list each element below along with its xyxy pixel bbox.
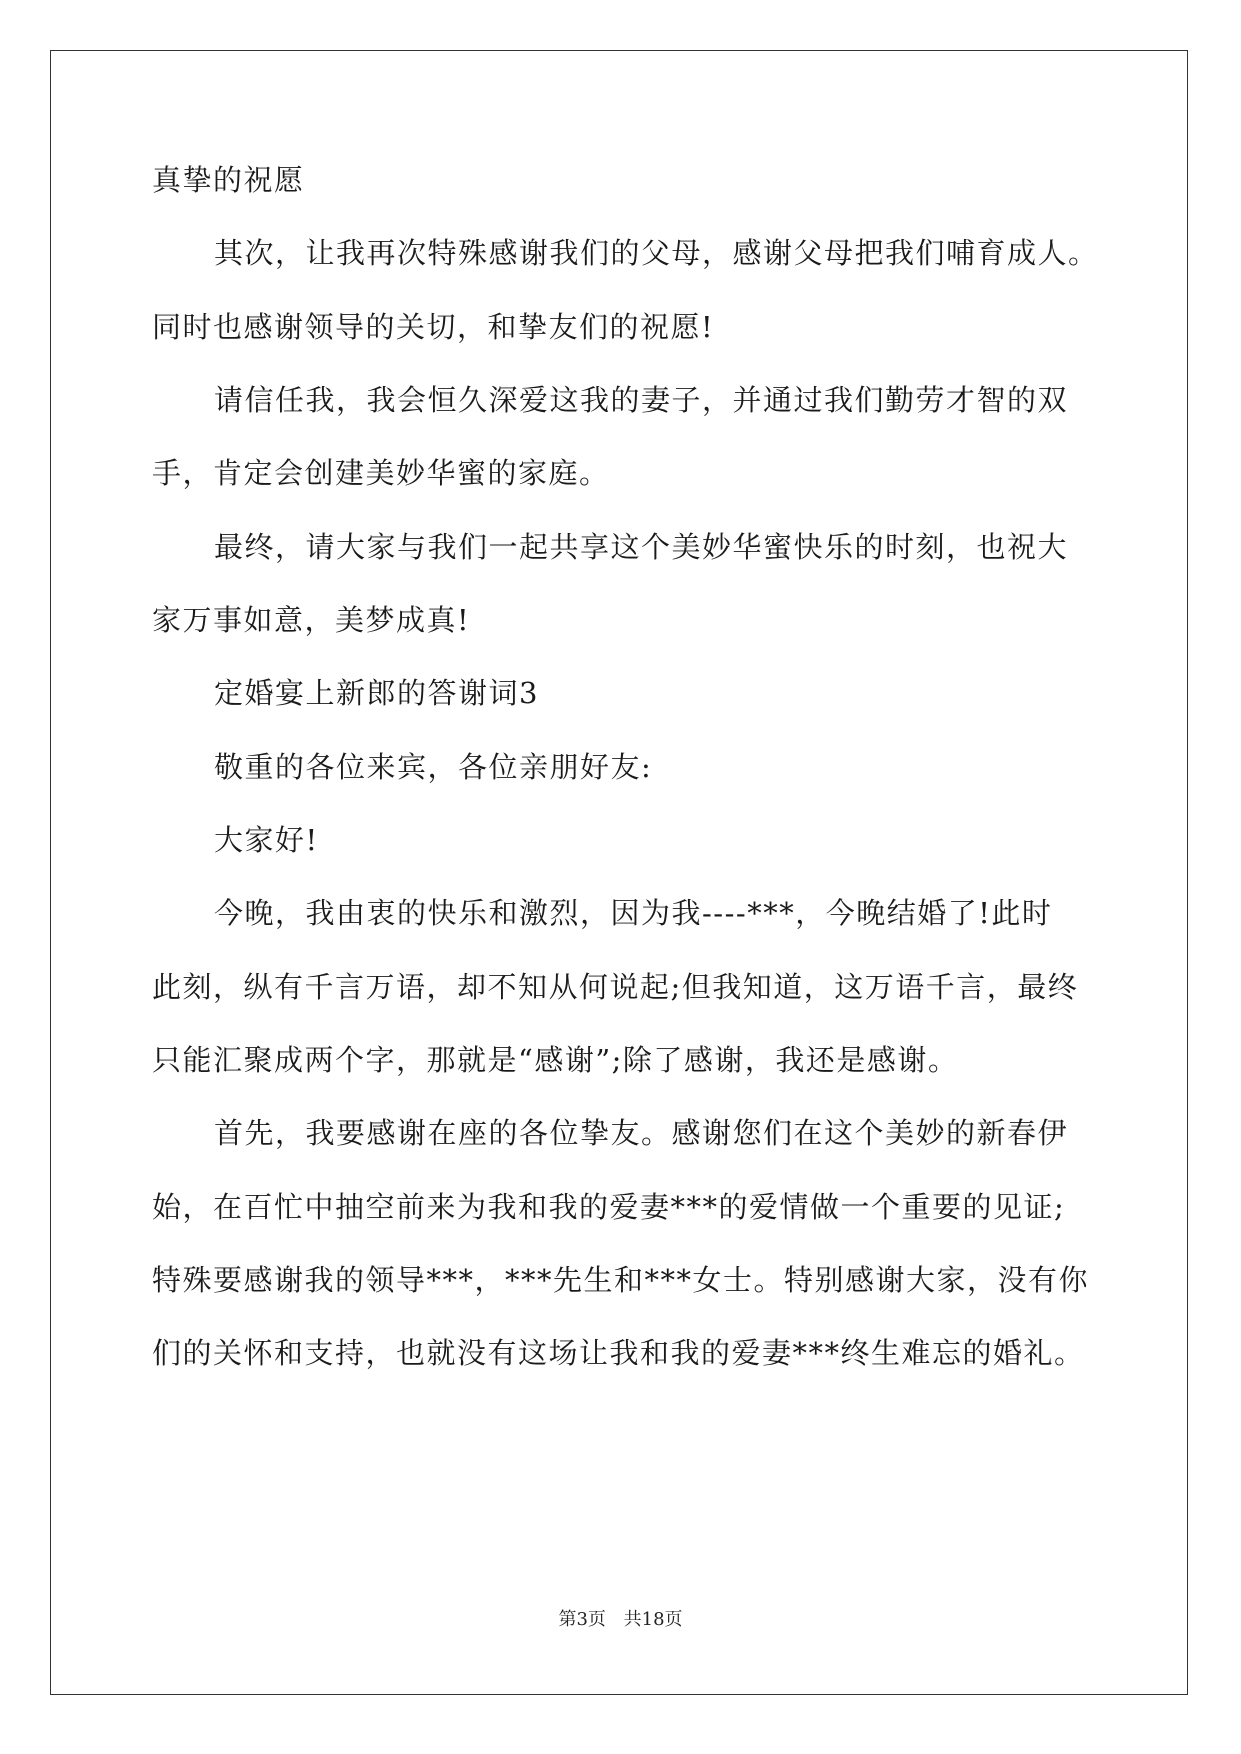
- text-line: 始，在百忙中抽空前来为我和我的爱妻***的爱情做一个重要的见证;: [152, 1190, 1066, 1224]
- text-line: 真挚的祝愿: [152, 163, 305, 197]
- text-line: 们的关怀和支持，也就没有这场让我和我的爱妻***终生难忘的婚礼。: [152, 1336, 1085, 1370]
- text-line: 只能汇聚成两个字，那就是“感谢”;除了感谢，我还是感谢。: [152, 1043, 959, 1077]
- text-line: 同时也感谢领导的关切，和挚友们的祝愿!: [152, 310, 715, 344]
- text-line: 手，肯定会创建美妙华蜜的家庭。: [152, 456, 610, 490]
- text-line: 此刻，纵有千言万语，却不知从何说起;但我知道，这万语千言，最终: [152, 970, 1079, 1004]
- text-line: 特殊要感谢我的领导***，***先生和***女士。特别感谢大家，没有你: [152, 1263, 1090, 1297]
- text-line: 家万事如意，美梦成真!: [152, 603, 471, 637]
- page-border: [50, 50, 1188, 1695]
- page-number: 第3页: [558, 1609, 606, 1630]
- greeting: 大家好!: [214, 823, 319, 857]
- paragraph-line: 首先，我要感谢在座的各位挚友。感谢您们在这个美妙的新春伊: [214, 1116, 1069, 1150]
- salutation: 敬重的各位来宾，各位亲朋好友:: [214, 750, 653, 784]
- paragraph-line: 今晚，我由衷的快乐和激烈，因为我----***，今晚结婚了!此时: [214, 896, 1053, 930]
- page-footer: [0, 1608, 1241, 1632]
- paragraph-line: 其次，让我再次特殊感谢我们的父母，感谢父母把我们哺育成人。: [214, 236, 1099, 270]
- paragraph-line: 最终，请大家与我们一起共享这个美妙华蜜快乐的时刻，也祝大: [214, 530, 1069, 564]
- section-heading: 定婚宴上新郎的答谢词3: [214, 676, 539, 710]
- paragraph-line: 请信任我，我会恒久深爱这我的妻子，并通过我们勤劳才智的双: [214, 383, 1069, 417]
- page-total: 共18页: [623, 1609, 683, 1630]
